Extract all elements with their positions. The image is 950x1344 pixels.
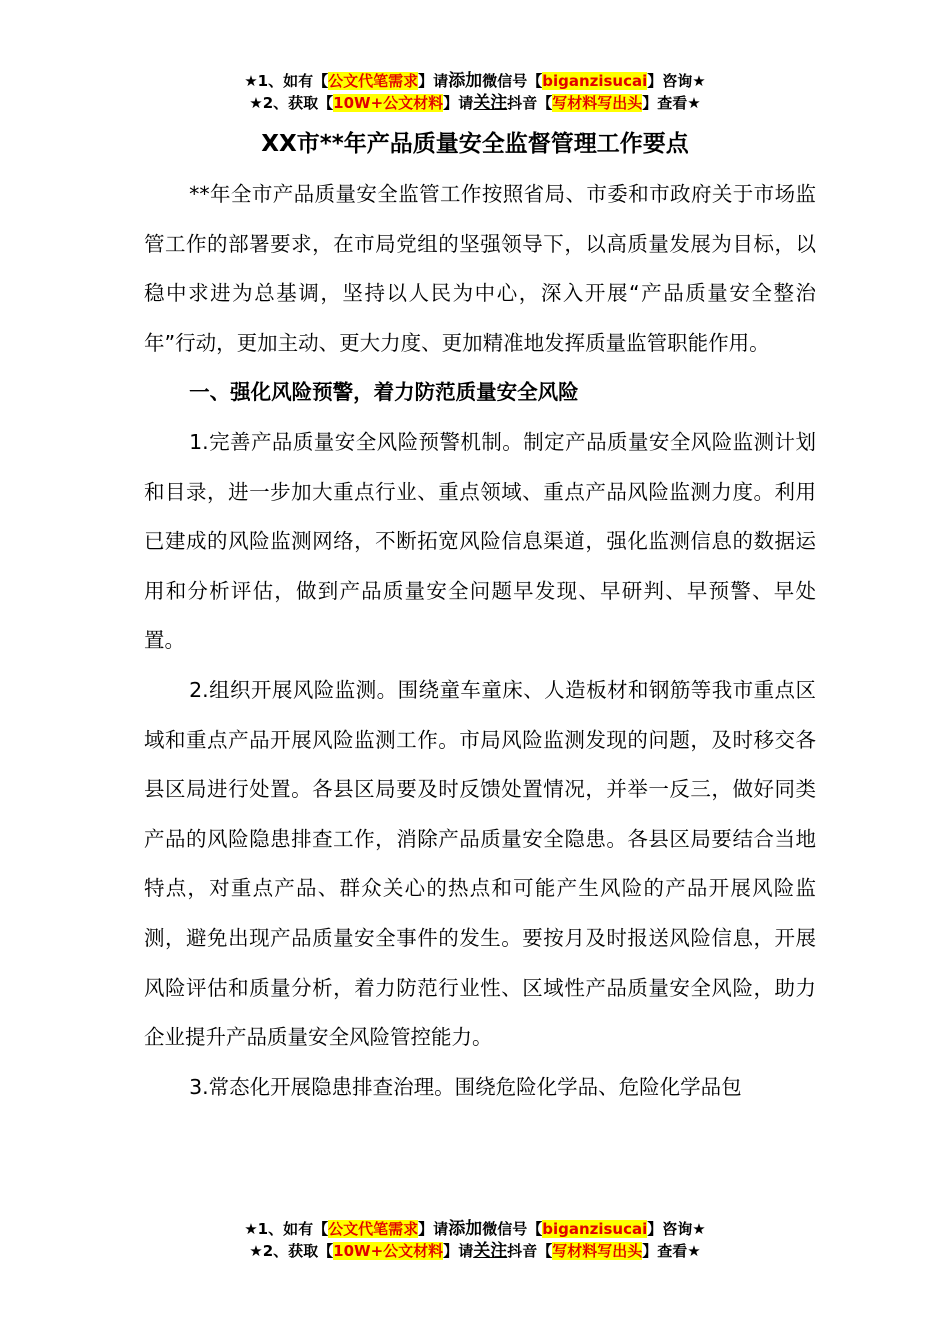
promo-text: 微信号 bbox=[482, 72, 528, 90]
bracket: 】 bbox=[647, 72, 663, 90]
promo-tag-wechat-id: biganzisucai bbox=[542, 1220, 648, 1238]
promo-emphasis: 关注 bbox=[473, 1241, 508, 1261]
promo-prefix: ★1、如有 bbox=[244, 1220, 314, 1238]
bracket: 】 bbox=[642, 1242, 658, 1260]
promo-tag-ghostwriting: 公文代笔需求 bbox=[328, 1220, 419, 1238]
promo-tag-douyin: 写材料写出头 bbox=[552, 1242, 643, 1260]
promo-text: 微信号 bbox=[482, 1220, 528, 1238]
bracket: 【 bbox=[537, 94, 553, 112]
promo-line-2 bbox=[0, 1240, 950, 1262]
promo-prefix: ★1、如有 bbox=[244, 72, 314, 90]
item-paragraph-3: 3.常态化开展隐患排查治理。围绕危险化学品、危险化学品包 bbox=[189, 1074, 742, 1099]
promo-suffix: 咨询★ bbox=[662, 1220, 706, 1238]
bracket: 【 bbox=[313, 72, 329, 90]
promo-line-2 bbox=[0, 92, 950, 114]
bracket: 【 bbox=[537, 1242, 553, 1260]
promo-text: 抖音 bbox=[507, 94, 538, 112]
promo-emphasis: 添加 bbox=[448, 71, 483, 91]
promo-tag-ghostwriting: 公文代笔需求 bbox=[328, 72, 419, 90]
intro-paragraph: **年全市产品质量安全监管工作按照省局、市委和市政府关于市场监管工作的部署要求，在市局党组的坚强领导下，以高质量发展为目标，以稳中求进为总基调，坚持以人民为中心，深入开展“产品质量安全整治年”行动，更加主动、更大力度、更加精准地发挥质量监管职能作用。 bbox=[144, 182, 816, 355]
bracket: 【 bbox=[527, 72, 543, 90]
document-title: XX市**年产品质量安全监督管理工作要点 bbox=[261, 131, 689, 157]
bracket: 】 bbox=[418, 1220, 434, 1238]
promo-emphasis: 添加 bbox=[448, 1219, 483, 1239]
bracket: 【 bbox=[527, 1220, 543, 1238]
section-heading-1: 一、强化风险预警，着力防范质量安全风险 bbox=[189, 380, 579, 405]
promo-banner-top bbox=[0, 70, 950, 114]
bracket: 】 bbox=[443, 94, 459, 112]
promo-prefix: ★2、获取 bbox=[249, 1242, 319, 1260]
promo-text: 请 bbox=[458, 1242, 474, 1260]
promo-text: 请 bbox=[433, 1220, 449, 1238]
bracket: 【 bbox=[313, 1220, 329, 1238]
item-paragraph-2: 2.组织开展风险监测。围绕童车童床、人造板材和钢筋等我市重点区域和重点产品开展风险监测工作。市局风险监测发现的问题，及时移交各县区局进行处置。各县区局要及时反馈处置情况，并举一反三，做好同类产品的风险隐患排查工作，消除产品质量安全隐患。各县区局要结合当地特点，对重点产品、群众关心的热点和可能产生风险的产品开展风险监测，避免出现产品质量安全事件的发生。要按月及时报送风险信息，开展风险评估和质量分析，着力防范行业性、区域性产品质量安全风险，助力企业提升产品质量安全风险管控能力。 bbox=[144, 677, 816, 1050]
promo-emphasis: 关注 bbox=[473, 93, 508, 113]
document-body bbox=[144, 170, 816, 1112]
promo-text: 请 bbox=[458, 94, 474, 112]
bracket: 【 bbox=[318, 94, 334, 112]
promo-line-1 bbox=[0, 1218, 950, 1240]
item-paragraph-1: 1.完善产品质量安全风险预警机制。制定产品质量安全风险监测计划和目录，进一步加大重点行业、重点领域、重点产品风险监测力度。利用已建成的风险监测网络，不断拓宽风险信息渠道，强化监测信息的数据运用和分析评估，做到产品质量安全问题早发现、早研判、早预警、早处置。 bbox=[144, 429, 816, 653]
promo-tag-materials: 10W+公文材料 bbox=[333, 94, 444, 112]
promo-text: 抖音 bbox=[507, 1242, 538, 1260]
promo-tag-materials: 10W+公文材料 bbox=[333, 1242, 444, 1260]
bracket: 】 bbox=[647, 1220, 663, 1238]
promo-suffix: 查看★ bbox=[657, 94, 701, 112]
promo-tag-douyin: 写材料写出头 bbox=[552, 94, 643, 112]
promo-suffix: 查看★ bbox=[657, 1242, 701, 1260]
promo-suffix: 咨询★ bbox=[662, 72, 706, 90]
bracket: 】 bbox=[642, 94, 658, 112]
promo-prefix: ★2、获取 bbox=[249, 94, 319, 112]
bracket: 【 bbox=[318, 1242, 334, 1260]
promo-tag-wechat-id: biganzisucai bbox=[542, 72, 648, 90]
promo-line-1 bbox=[0, 70, 950, 92]
promo-text: 请 bbox=[433, 72, 449, 90]
bracket: 】 bbox=[443, 1242, 459, 1260]
promo-banner-bottom bbox=[0, 1218, 950, 1262]
bracket: 】 bbox=[418, 72, 434, 90]
